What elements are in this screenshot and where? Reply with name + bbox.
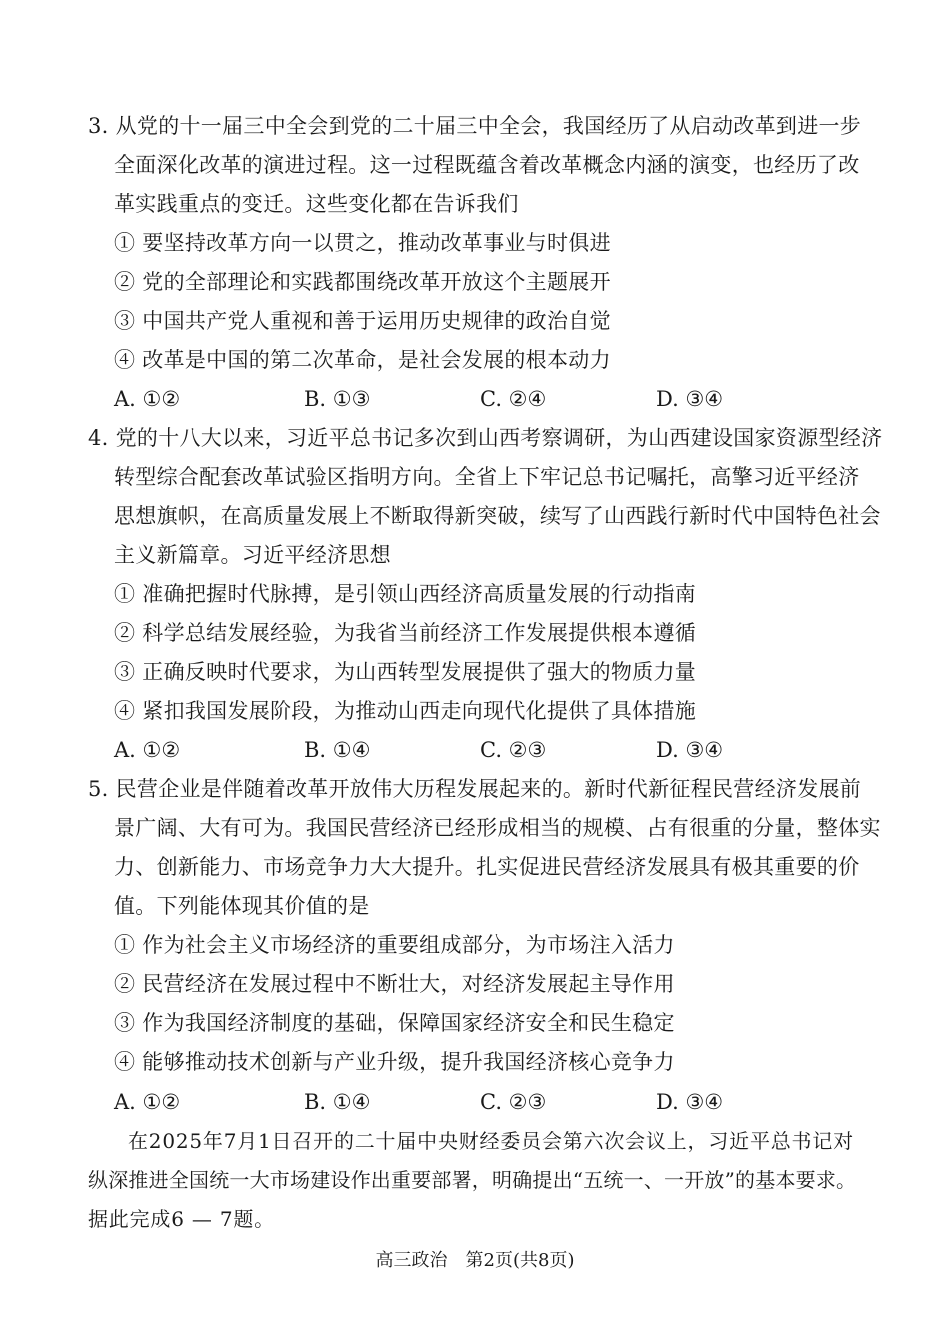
q4-option-c: C. ②③ (480, 738, 547, 762)
q3-stem-line-2: 全面深化改革的演进过程。这一过程既蕴含着改革概念内涵的演变，也经历了改 (114, 153, 860, 177)
q5-option-c: C. ②③ (480, 1090, 547, 1114)
q4-option-a: A. ①② (114, 738, 181, 762)
q3-option-a: A. ①② (114, 387, 181, 411)
q5-item-4: ④ 能够推动技术创新与产业升级，提升我国经济核心竞争力 (114, 1050, 675, 1074)
material-line-3: 据此完成6 — 7题。 (88, 1207, 275, 1231)
q5-item-2: ② 民营经济在发展过程中不断壮大，对经济发展起主导作用 (114, 972, 675, 996)
q4-item-4: ④ 紧扣我国发展阶段，为推动山西走向现代化提供了具体措施 (114, 699, 697, 723)
q5-stem-line-3: 力、创新能力、市场竞争力大大提升。扎实促进民营经济发展具有极其重要的价 (114, 855, 860, 879)
q4-stem-line-2: 转型综合配套改革试验区指明方向。全省上下牢记总书记嘱托，高擎习近平经济 (114, 465, 860, 489)
page-footer: 高三政治 第2页(共8页) (375, 1250, 575, 1271)
q5-option-a: A. ①② (114, 1090, 181, 1114)
q3-stem-line-3: 革实践重点的变迁。这些变化都在告诉我们 (114, 192, 519, 216)
q4-item-3: ③ 正确反映时代要求，为山西转型发展提供了强大的物质力量 (114, 660, 697, 684)
q3-option-c: C. ②④ (480, 387, 547, 411)
q3-item-1: ① 要坚持改革方向一以贯之，推动改革事业与时俱进 (114, 231, 611, 255)
q5-options (114, 1087, 874, 1117)
q4-stem-line-4: 主义新篇章。习近平经济思想 (114, 543, 391, 567)
q3-option-b: B. ①③ (304, 387, 371, 411)
q4-option-b: B. ①④ (304, 738, 371, 762)
q4-item-1: ① 准确把握时代脉搏，是引领山西经济高质量发展的行动指南 (114, 582, 697, 606)
q4-stem-line-1: 4. 党的十八大以来，习近平总书记多次到山西考察调研，为山西建设国家资源型经济 (88, 426, 883, 450)
q4-stem-line-3: 思想旗帜，在高质量发展上不断取得新突破，续写了山西践行新时代中国特色社会 (114, 504, 881, 528)
q3-item-4: ④ 改革是中国的第二次革命，是社会发展的根本动力 (114, 348, 611, 372)
q5-item-1: ① 作为社会主义市场经济的重要组成部分，为市场注入活力 (114, 933, 675, 957)
material-line-2: 纵深推进全国统一大市场建设作出重要部署，明确提出“五统一、一开放”的基本要求。 (88, 1168, 857, 1192)
q3-item-2: ② 党的全部理论和实践都围绕改革开放这个主题展开 (114, 270, 611, 294)
q3-stem-line-1: 3. 从党的十一届三中全会到党的二十届三中全会，我国经历了从启动改革到进一步 (88, 114, 862, 138)
q5-item-3: ③ 作为我国经济制度的基础，保障国家经济安全和民生稳定 (114, 1011, 675, 1035)
q5-option-d: D. ③④ (656, 1090, 724, 1114)
q4-option-d: D. ③④ (656, 738, 724, 762)
q4-options (114, 735, 874, 765)
q3-item-3: ③ 中国共产党人重视和善于运用历史规律的政治自觉 (114, 309, 611, 333)
q5-option-b: B. ①④ (304, 1090, 371, 1114)
material-line-1: 在2025年7月1日召开的二十届中央财经委员会第六次会议上，习近平总书记对 (128, 1129, 854, 1153)
q3-options (114, 384, 874, 414)
q5-stem-line-2: 景广阔、大有可为。我国民营经济已经形成相当的规模、占有很重的分量，整体实 (114, 816, 881, 840)
q5-stem-line-1: 5. 民营企业是伴随着改革开放伟大历程发展起来的。新时代新征程民营经济发展前 (88, 777, 862, 801)
q3-option-d: D. ③④ (656, 387, 724, 411)
q4-item-2: ② 科学总结发展经验，为我省当前经济工作发展提供根本遵循 (114, 621, 697, 645)
q5-stem-line-4: 值。下列能体现其价值的是 (114, 894, 370, 918)
